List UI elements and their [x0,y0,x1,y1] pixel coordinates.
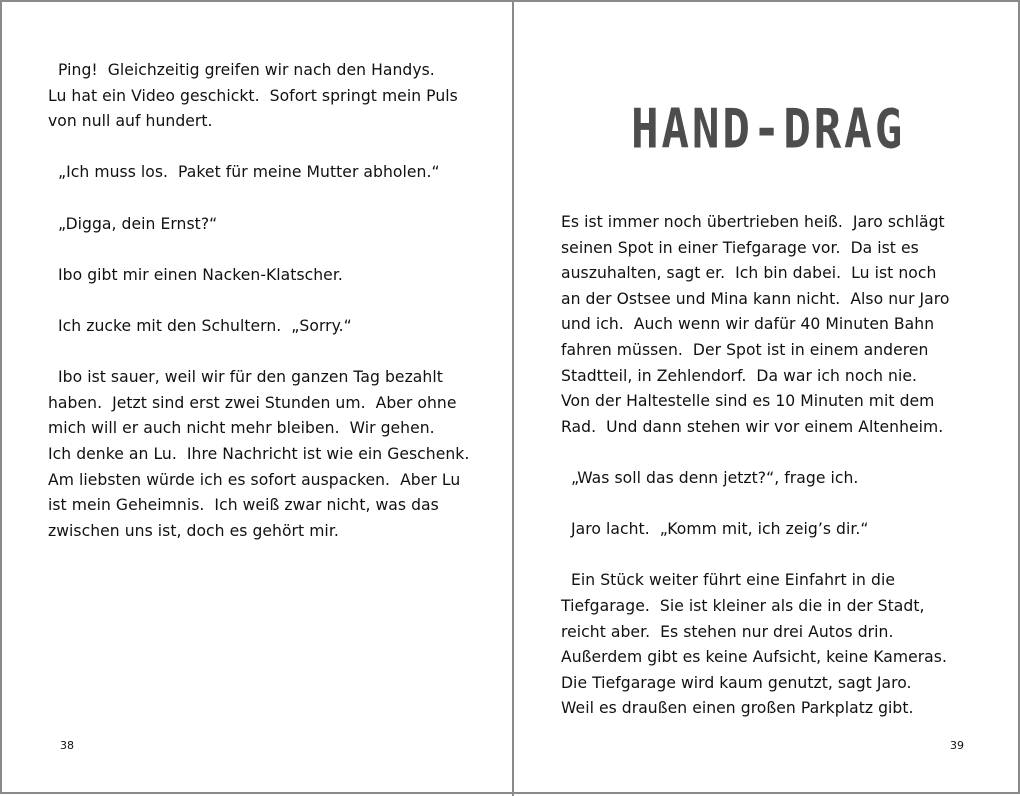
text-line: Jaro lacht. „Komm mit, ich zeig’s dir.“ [561,520,869,539]
text-line: fahren müssen. Der Spot ist in einem anderen [561,340,929,359]
text-line: „Digga, dein Ernst?“ [48,214,218,233]
blank-line [561,440,971,466]
text-line: auszuhalten, sagt er. Ich bin dabei. Lu ist noch [561,264,937,283]
text-line: Lu hat ein Video geschickt. Sofort springt mein Puls [48,86,458,105]
text-line: und ich. Auch wenn wir dafür 40 Minuten Bahn [561,315,935,334]
chapter-title: HAND-DRAG [630,97,906,161]
left-page-text [48,58,488,544]
text-line: von null auf hundert. [48,112,213,131]
text-line: Am liebsten würde ich es sofort auspacken. Aber Lu [48,470,461,489]
page-number-left: 38 [60,739,74,752]
left-page [2,2,512,796]
blank-line [561,543,971,569]
blank-line [48,135,488,161]
text-line: Es ist immer noch übertrieben heiß. Jaro schlägt [561,213,945,231]
text-line: Ibo ist sauer, weil wir für den ganzen Tag bezahlt [48,368,443,387]
text-line: Ich denke an Lu. Ihre Nachricht ist wie ein Geschenk. [48,444,470,463]
right-page-text [561,210,971,722]
text-line: Ping! Gleichzeitig greifen wir nach den Handys. [48,61,435,79]
text-line: reicht aber. Es stehen nur drei Autos drin. [561,622,894,641]
text-line: Tiefgarage. Sie ist kleiner als die in der Stadt, [561,596,925,615]
text-line: Ein Stück weiter führt eine Einfahrt in die [561,571,895,590]
right-page [514,2,1020,796]
text-line: Ich zucke mit den Schultern. „Sorry.“ [48,316,352,335]
text-line: zwischen uns ist, doch es gehört mir. [48,521,339,540]
text-line: Stadtteil, in Zehlendorf. Da war ich noch nie. [561,366,917,385]
blank-line [48,237,488,263]
blank-line [48,288,488,314]
text-line: ist mein Geheimnis. Ich weiß zwar nicht, was das [48,496,439,515]
text-line: an der Ostsee und Mina kann nicht. Also nur Jaro [561,289,950,308]
blank-line [561,492,971,518]
text-line: Weil es draußen einen großen Parkplatz gibt. [561,699,914,718]
text-line: Rad. Und dann stehen wir vor einem Altenheim. [561,417,944,436]
text-line: mich will er auch nicht mehr bleiben. Wir gehen. [48,419,435,438]
text-line: Die Tiefgarage wird kaum genutzt, sagt Jaro. [561,673,912,692]
text-line: seinen Spot in einer Tiefgarage vor. Da ist es [561,238,919,257]
page-number-right: 39 [950,739,964,752]
text-line: „Was soll das denn jetzt?“, frage ich. [561,468,859,487]
text-line: „Ich muss los. Paket für meine Mutter abholen.“ [48,163,440,182]
blank-line [48,186,488,212]
text-line: Außerdem gibt es keine Aufsicht, keine Kameras. [561,648,947,667]
text-line: haben. Jetzt sind erst zwei Stunden um. Aber ohne [48,393,457,412]
blank-line [48,340,488,366]
text-line: Ibo gibt mir einen Nacken-Klatscher. [48,265,343,284]
text-line: Von der Haltestelle sind es 10 Minuten mit dem [561,392,935,411]
